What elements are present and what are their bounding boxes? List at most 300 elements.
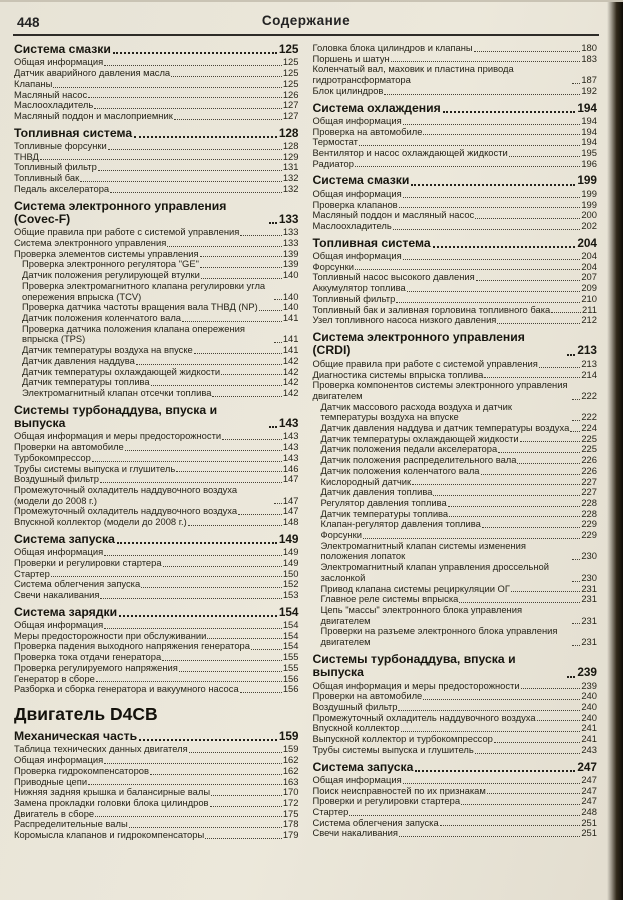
toc-section xyxy=(14,127,299,195)
toc-section xyxy=(14,704,299,725)
page-ref: 178 xyxy=(282,818,299,830)
page-ref: 175 xyxy=(282,807,299,819)
page-ref: 155 xyxy=(282,651,299,663)
dotted-leader xyxy=(134,136,277,138)
dotted-leader xyxy=(88,784,282,785)
toc-entry-text: Проверка падения выходного напряжения генератора xyxy=(14,640,250,652)
toc-entry-text: Общая информация xyxy=(312,773,402,785)
toc-entry-text: Форсунки xyxy=(312,260,354,272)
toc-entry-text: Датчик температуры топлива xyxy=(320,507,449,519)
page-ref: 143 xyxy=(282,441,299,453)
page-ref: 231 xyxy=(581,636,597,648)
section-heading xyxy=(14,127,299,140)
toc-entry-text: Проверка клапанов xyxy=(312,198,398,210)
dotted-leader xyxy=(210,806,282,807)
dotted-leader xyxy=(497,323,580,324)
toc-entry-text: Стартер xyxy=(14,567,50,579)
dotted-leader xyxy=(567,354,575,356)
page-ref: 251 xyxy=(581,827,597,839)
toc-entry-text: Проверки на автомобиле xyxy=(312,690,423,702)
toc-entry-text: Распределительные валы xyxy=(14,818,128,830)
page-ref: 179 xyxy=(282,829,299,841)
page-ref: 202 xyxy=(581,219,597,231)
toc-entry xyxy=(14,79,299,90)
page-ref: 146 xyxy=(282,462,299,474)
toc-section xyxy=(14,200,299,399)
dotted-leader xyxy=(119,615,277,617)
page-ref: 195 xyxy=(581,147,597,159)
toc-entry xyxy=(14,356,299,367)
page-ref: 142 xyxy=(282,354,299,366)
dotted-leader xyxy=(481,474,581,475)
dotted-leader xyxy=(80,181,282,182)
page-ref: 247 xyxy=(581,773,597,785)
page-ref: 194 xyxy=(581,136,597,148)
dotted-leader xyxy=(188,525,282,526)
toc-entry xyxy=(14,453,299,464)
toc-entry-text: Проверка компонентов системы электронного управления двигателем xyxy=(312,379,568,401)
dotted-leader xyxy=(403,259,581,260)
dotted-leader xyxy=(251,649,282,650)
dotted-leader xyxy=(459,602,580,603)
section-heading xyxy=(313,237,598,250)
page-ref: 141 xyxy=(282,311,299,323)
dotted-leader xyxy=(476,280,581,281)
toc-entry-text: Термостат xyxy=(312,136,358,148)
page-ref: 133 xyxy=(282,237,299,249)
dotted-leader xyxy=(572,623,580,624)
section-heading xyxy=(313,102,598,115)
toc-entry-text: Проверка электронного регулятора "GE" xyxy=(22,258,199,270)
dotted-leader xyxy=(415,770,575,772)
page-ref: 194 xyxy=(581,125,597,137)
dotted-leader xyxy=(363,538,580,539)
page-ref: 143 xyxy=(282,451,299,463)
dotted-leader xyxy=(537,720,581,721)
page-ref: 226 xyxy=(581,454,597,466)
toc-entry-text: Турбокомпрессор xyxy=(14,451,91,463)
toc-entry-text: Впускной коллектор (модели до 2008 г.) xyxy=(14,516,187,528)
dotted-leader xyxy=(162,660,282,661)
section-heading xyxy=(313,174,598,187)
toc-entry xyxy=(313,221,598,232)
page-ref: 241 xyxy=(581,722,597,734)
page-ref: 140 xyxy=(282,290,299,302)
book-binding-shadow xyxy=(607,2,623,900)
dotted-leader xyxy=(349,815,580,816)
toc-entry-text: Система облегчения запуска xyxy=(312,816,439,828)
toc-entry xyxy=(313,402,598,423)
dotted-leader xyxy=(567,676,575,678)
dotted-leader xyxy=(511,591,580,592)
page-ref: 153 xyxy=(282,588,299,600)
page-ref: 247 xyxy=(581,784,597,796)
toc-entry-text: Свечи накаливания xyxy=(14,588,100,600)
dotted-leader xyxy=(95,816,282,817)
toc-entry-text: Датчик положения регулирующей втулки xyxy=(22,269,200,281)
toc-entry-text: Вентилятор и насос охлаждающей жидкости xyxy=(312,147,508,159)
toc-entry-text: Маслоохладитель xyxy=(312,219,392,231)
part-title: Двигатель D4CB xyxy=(14,704,158,724)
dotted-leader xyxy=(396,302,580,303)
toc-entry-text: Топливный насос высокого давления xyxy=(312,271,475,283)
dotted-leader xyxy=(393,229,581,230)
page-ref: 231 xyxy=(581,582,597,594)
toc-entry-text: Нижняя задняя крышка и балансирные валы xyxy=(14,786,211,798)
page-ref: 126 xyxy=(282,88,299,100)
dotted-leader xyxy=(401,731,581,732)
page-ref: 222 xyxy=(581,389,597,401)
dotted-leader xyxy=(151,385,282,386)
dotted-leader xyxy=(572,83,580,84)
toc-entry-text: Масляный насос xyxy=(14,88,88,100)
page-ref: 180 xyxy=(581,42,597,53)
toc-entry-text: Датчик массового расхода воздуха и датчик температуры воздуха на впуске xyxy=(320,400,512,423)
dotted-leader xyxy=(494,742,580,743)
page-ref: 230 xyxy=(581,571,597,583)
dotted-leader xyxy=(240,235,282,236)
dotted-leader xyxy=(475,218,580,219)
page-ref: 125 xyxy=(278,42,299,56)
page-number: 448 xyxy=(17,15,40,30)
dotted-leader xyxy=(240,692,282,693)
page-ref: 239 xyxy=(577,665,597,680)
dotted-leader xyxy=(411,184,575,186)
dotted-leader xyxy=(398,710,580,711)
dotted-leader xyxy=(205,838,282,839)
toc-entry-text: Датчик положения коленчатого вала xyxy=(22,311,182,323)
section-heading xyxy=(313,761,598,774)
dotted-leader xyxy=(104,628,282,629)
dotted-leader xyxy=(104,555,282,556)
page-ref: 154 xyxy=(282,619,299,631)
section-heading xyxy=(14,606,299,619)
page-ref: 142 xyxy=(282,365,299,377)
dotted-leader xyxy=(498,452,580,453)
toc-entry-text: Блок цилиндров xyxy=(312,84,384,96)
dotted-leader xyxy=(433,246,576,248)
toc-entry xyxy=(14,663,299,674)
page-ref: 163 xyxy=(282,775,299,787)
toc-entry-text: Датчик температуры охлаждающей жидкости xyxy=(320,432,519,444)
toc-section xyxy=(313,174,598,231)
page-ref: 251 xyxy=(581,816,597,828)
page-ref: 162 xyxy=(282,754,299,766)
toc-entry-text: Клапан-регулятор давления топлива xyxy=(320,518,481,530)
section-heading-text: Система запуска xyxy=(312,759,414,774)
toc-entry-text: Датчик аварийного давления масла xyxy=(14,67,171,79)
toc-entry xyxy=(14,766,299,777)
dotted-leader xyxy=(274,299,282,300)
dotted-leader xyxy=(163,566,282,567)
dotted-leader xyxy=(474,51,581,52)
dotted-leader xyxy=(443,111,576,113)
dotted-leader xyxy=(108,149,282,150)
toc-entry-text: Общая информация xyxy=(14,56,104,68)
page-ref: 148 xyxy=(282,516,299,528)
page-ref: 247 xyxy=(577,759,597,774)
toc-entry-text: Привод клапана системы рециркуляции ОГ xyxy=(320,582,510,594)
toc-entry xyxy=(14,184,299,195)
page-ref: 152 xyxy=(282,578,299,590)
toc-entry-text: Топливный фильтр xyxy=(14,161,97,173)
toc-entry-text: Трубы системы выпуска и глушитель xyxy=(312,743,474,755)
toc-entry-text: Проверки и регулировки стартера xyxy=(312,795,461,807)
dotted-leader xyxy=(359,145,580,146)
page-ref: 127 xyxy=(282,109,299,121)
page-ref: 204 xyxy=(577,235,597,250)
page-ref: 143 xyxy=(282,430,299,442)
page-ref: 213 xyxy=(577,343,597,358)
dotted-leader xyxy=(259,310,282,311)
toc-entry-text: Педаль акселератора xyxy=(14,182,110,194)
toc-entry xyxy=(313,626,598,647)
toc-entry-text: Выпускной коллектор и турбокомпрессор xyxy=(312,733,493,745)
dotted-leader xyxy=(412,484,580,485)
toc-entry xyxy=(313,315,598,326)
toc-entry-text: Кислородный датчик xyxy=(320,475,412,487)
dotted-leader xyxy=(167,246,282,247)
toc-entry-text: Масляный поддон и масляный насос xyxy=(312,209,475,221)
dotted-leader xyxy=(461,804,580,805)
toc-entry xyxy=(313,466,598,477)
section-heading-text: Система электронного управления (CRDI) xyxy=(312,329,525,358)
toc-section xyxy=(313,102,598,170)
dotted-leader xyxy=(572,559,580,560)
dotted-leader xyxy=(572,420,580,421)
section-heading xyxy=(313,653,598,680)
toc-entry-text: Общие правила при работе с системой управления xyxy=(14,226,240,238)
toc-entry-text: Узел топливного насоса низкого давления xyxy=(312,314,497,326)
dotted-leader xyxy=(194,353,282,354)
dotted-leader xyxy=(269,426,277,428)
toc-section xyxy=(14,43,299,122)
dotted-leader xyxy=(136,364,282,365)
page-ref: 143 xyxy=(278,416,299,431)
page-ref: 204 xyxy=(581,260,597,272)
page-ref: 225 xyxy=(581,432,597,444)
page-ref: 142 xyxy=(282,376,299,388)
toc-entry-text: Проверка электромагнитного клапана регулировки угла опережения впрыска (TCV) xyxy=(22,279,266,302)
page-ref: 200 xyxy=(581,209,597,221)
toc-entry xyxy=(313,294,598,305)
toc-entry-text: Датчик температуры охлаждающей жидкости xyxy=(22,365,221,377)
dotted-leader xyxy=(104,65,282,66)
dotted-leader xyxy=(212,396,281,397)
toc-entry-text: Топливные форсунки xyxy=(14,140,107,152)
toc-entry xyxy=(14,281,299,302)
dotted-leader xyxy=(51,576,282,577)
toc-entry-text: Проверка регулируемого напряжения xyxy=(14,661,178,673)
toc-entry xyxy=(14,517,299,528)
dotted-leader xyxy=(391,61,581,62)
toc-entry-text: Воздушный фильтр xyxy=(14,473,99,485)
toc-section xyxy=(313,43,598,97)
dotted-leader xyxy=(274,503,282,504)
section-heading-text: Система зарядки xyxy=(14,604,118,619)
page-ref: 239 xyxy=(581,679,597,691)
section-heading-text: Система смазки xyxy=(14,42,111,56)
page-ref: 213 xyxy=(581,357,597,369)
page-ref: 149 xyxy=(282,546,299,558)
toc-entry-text: Проверка тока отдачи генератора xyxy=(14,651,162,663)
page-title: Содержание xyxy=(261,13,351,28)
page-ref: 154 xyxy=(282,640,299,652)
dotted-leader xyxy=(521,688,581,689)
toc-entry xyxy=(313,189,598,200)
toc-entry-text: Общая информация и меры предосторожности xyxy=(312,679,520,691)
toc-entry xyxy=(14,830,299,841)
dotted-leader xyxy=(403,124,581,125)
dotted-leader xyxy=(129,827,282,828)
page-ref: 149 xyxy=(282,556,299,568)
dotted-leader xyxy=(189,752,282,753)
toc-entry-text: Диагностика системы впрыска топлива xyxy=(312,368,484,380)
toc-entry xyxy=(313,251,598,262)
page-ref: 240 xyxy=(581,711,597,723)
toc-entry-text: Топливный бак xyxy=(14,172,80,184)
page-ref: 204 xyxy=(581,250,597,262)
toc-entry-text: Впускной коллектор xyxy=(312,722,400,734)
page-ref: 240 xyxy=(581,701,597,712)
toc-entry-text: Общая информация xyxy=(14,619,104,631)
section-heading xyxy=(14,730,299,743)
dotted-leader xyxy=(449,516,580,517)
dotted-leader xyxy=(200,267,282,268)
dotted-leader xyxy=(171,76,282,77)
toc-entry-text: Электромагнитный клапан отсечки топлива xyxy=(22,386,212,398)
page-ref: 230 xyxy=(581,550,597,562)
toc-entry-text: Проверки и регулировки стартера xyxy=(14,556,162,568)
page-ref: 132 xyxy=(282,182,299,194)
toc-section xyxy=(14,606,299,695)
toc-entry xyxy=(14,324,299,345)
dotted-leader xyxy=(200,256,282,257)
toc-section xyxy=(14,533,299,601)
toc-entry-text: Проверка датчика частоты вращения вала ТНВД (NP) xyxy=(22,301,258,313)
dotted-leader xyxy=(520,441,581,442)
page-ref: 131 xyxy=(282,161,299,173)
toc-entry xyxy=(313,148,598,159)
toc-entry-text: Промежуточный охладитель наддувочного воздуха xyxy=(312,711,536,723)
page-ref: 139 xyxy=(282,258,299,270)
toc-entry xyxy=(313,359,598,370)
toc-entry-text: Цепь "массы" электронного блока управления двигателем xyxy=(320,603,523,626)
page-ref: 132 xyxy=(282,172,299,184)
toc-entry-text: Общая информация xyxy=(312,187,402,199)
toc-entry-text: Проверка на автомобиле xyxy=(312,125,423,137)
page-ref: 192 xyxy=(581,84,597,96)
toc-entry-text: Датчик давления наддува xyxy=(22,354,135,366)
toc-entry xyxy=(14,558,299,569)
toc-entry xyxy=(313,541,598,562)
toc-entry xyxy=(14,590,299,601)
toc-entry-text: Свечи накаливания xyxy=(312,827,398,839)
toc-section xyxy=(313,653,598,756)
dotted-leader xyxy=(88,97,282,98)
toc-entry xyxy=(14,111,299,122)
section-heading-text: Системы турбонаддува, впуска и выпуска xyxy=(14,402,218,431)
toc-entry-text: Проверки на разъеме электронного блока управления двигателем xyxy=(320,625,558,648)
dotted-leader xyxy=(384,94,580,95)
dotted-leader xyxy=(221,374,282,375)
toc-entry-text: Общая информация и меры предосторожности xyxy=(14,430,222,442)
page-ref: 229 xyxy=(581,529,597,541)
toc-entry-text: ТНВД xyxy=(14,150,39,162)
toc-section xyxy=(14,404,299,528)
page-ref: 154 xyxy=(278,604,299,619)
page-ref: 243 xyxy=(581,743,597,755)
toc-entry-text: Генератор в сборе xyxy=(14,672,95,684)
page-ref: 225 xyxy=(581,443,597,455)
section-heading xyxy=(14,43,299,56)
toc-entry xyxy=(313,745,598,756)
dotted-leader xyxy=(433,495,580,496)
page-ref: 141 xyxy=(282,344,299,356)
section-heading-text: Топливная система xyxy=(14,125,133,140)
toc-entry-text: Проверка датчика положения клапана опережения впрыска (TPS) xyxy=(22,322,245,345)
page-ref: 172 xyxy=(282,796,299,808)
dotted-leader xyxy=(96,681,282,682)
page-ref: 155 xyxy=(282,661,299,673)
toc-entry-text: Аккумулятор топлива xyxy=(312,282,406,294)
dotted-leader xyxy=(572,581,580,582)
toc-entry-text: Разборка и сборка генератора и вакуумного насоса xyxy=(14,683,239,695)
dotted-leader xyxy=(423,699,580,700)
toc-entry-text: Датчик температуры воздуха на впуске xyxy=(22,344,193,356)
toc-entry-text: Поиск неисправностей по их признакам xyxy=(312,784,486,796)
page-ref: 199 xyxy=(581,187,597,199)
toc-entry-text: Датчик температуры топлива xyxy=(22,376,150,388)
toc-entry-text: Приводные цепи xyxy=(14,775,88,787)
page-ref: 159 xyxy=(278,729,299,743)
page-ref: 125 xyxy=(282,67,299,79)
toc-section xyxy=(313,761,598,840)
dotted-leader xyxy=(403,783,581,784)
page-ref: 229 xyxy=(581,518,597,530)
toc-entry-text: Коленчатый вал, маховик и пластина привода гидротрансформатора xyxy=(312,63,514,86)
page-ref: 128 xyxy=(278,125,299,140)
dotted-leader xyxy=(482,527,581,528)
page-ref: 240 xyxy=(581,690,597,702)
page-ref: 194 xyxy=(577,100,597,115)
dotted-leader xyxy=(355,269,580,270)
page-ref: 140 xyxy=(282,269,299,281)
dotted-leader xyxy=(484,377,580,378)
page-ref: 154 xyxy=(282,629,299,641)
page-ref: 241 xyxy=(581,733,597,745)
toc-entry-text: Общие правила при работе с системой управления xyxy=(312,357,538,369)
toc-entry-text: Проверка гидрокомпенсаторов xyxy=(14,764,149,776)
page-ref: 147 xyxy=(282,505,299,517)
page-ref: 199 xyxy=(577,173,597,188)
toc-entry-text: Форсунки xyxy=(320,529,362,541)
dotted-leader xyxy=(53,87,281,88)
toc-entry-text: Датчик давления топлива xyxy=(320,486,433,498)
toc-entry-text: Датчик положения педали акселератора xyxy=(320,443,498,455)
page-ref: 228 xyxy=(581,507,597,519)
section-heading-text: Система запуска xyxy=(14,531,115,546)
page-ref: 247 xyxy=(581,795,597,807)
dotted-leader xyxy=(150,774,282,775)
toc-entry xyxy=(313,796,598,807)
page-ref: 125 xyxy=(282,77,299,89)
page-ref: 210 xyxy=(581,292,597,304)
page-ref: 156 xyxy=(282,672,299,684)
column-left xyxy=(14,43,299,846)
toc-entry-text: Электромагнитный клапан системы изменения положения лопаток xyxy=(320,539,526,562)
dotted-leader xyxy=(207,638,281,639)
